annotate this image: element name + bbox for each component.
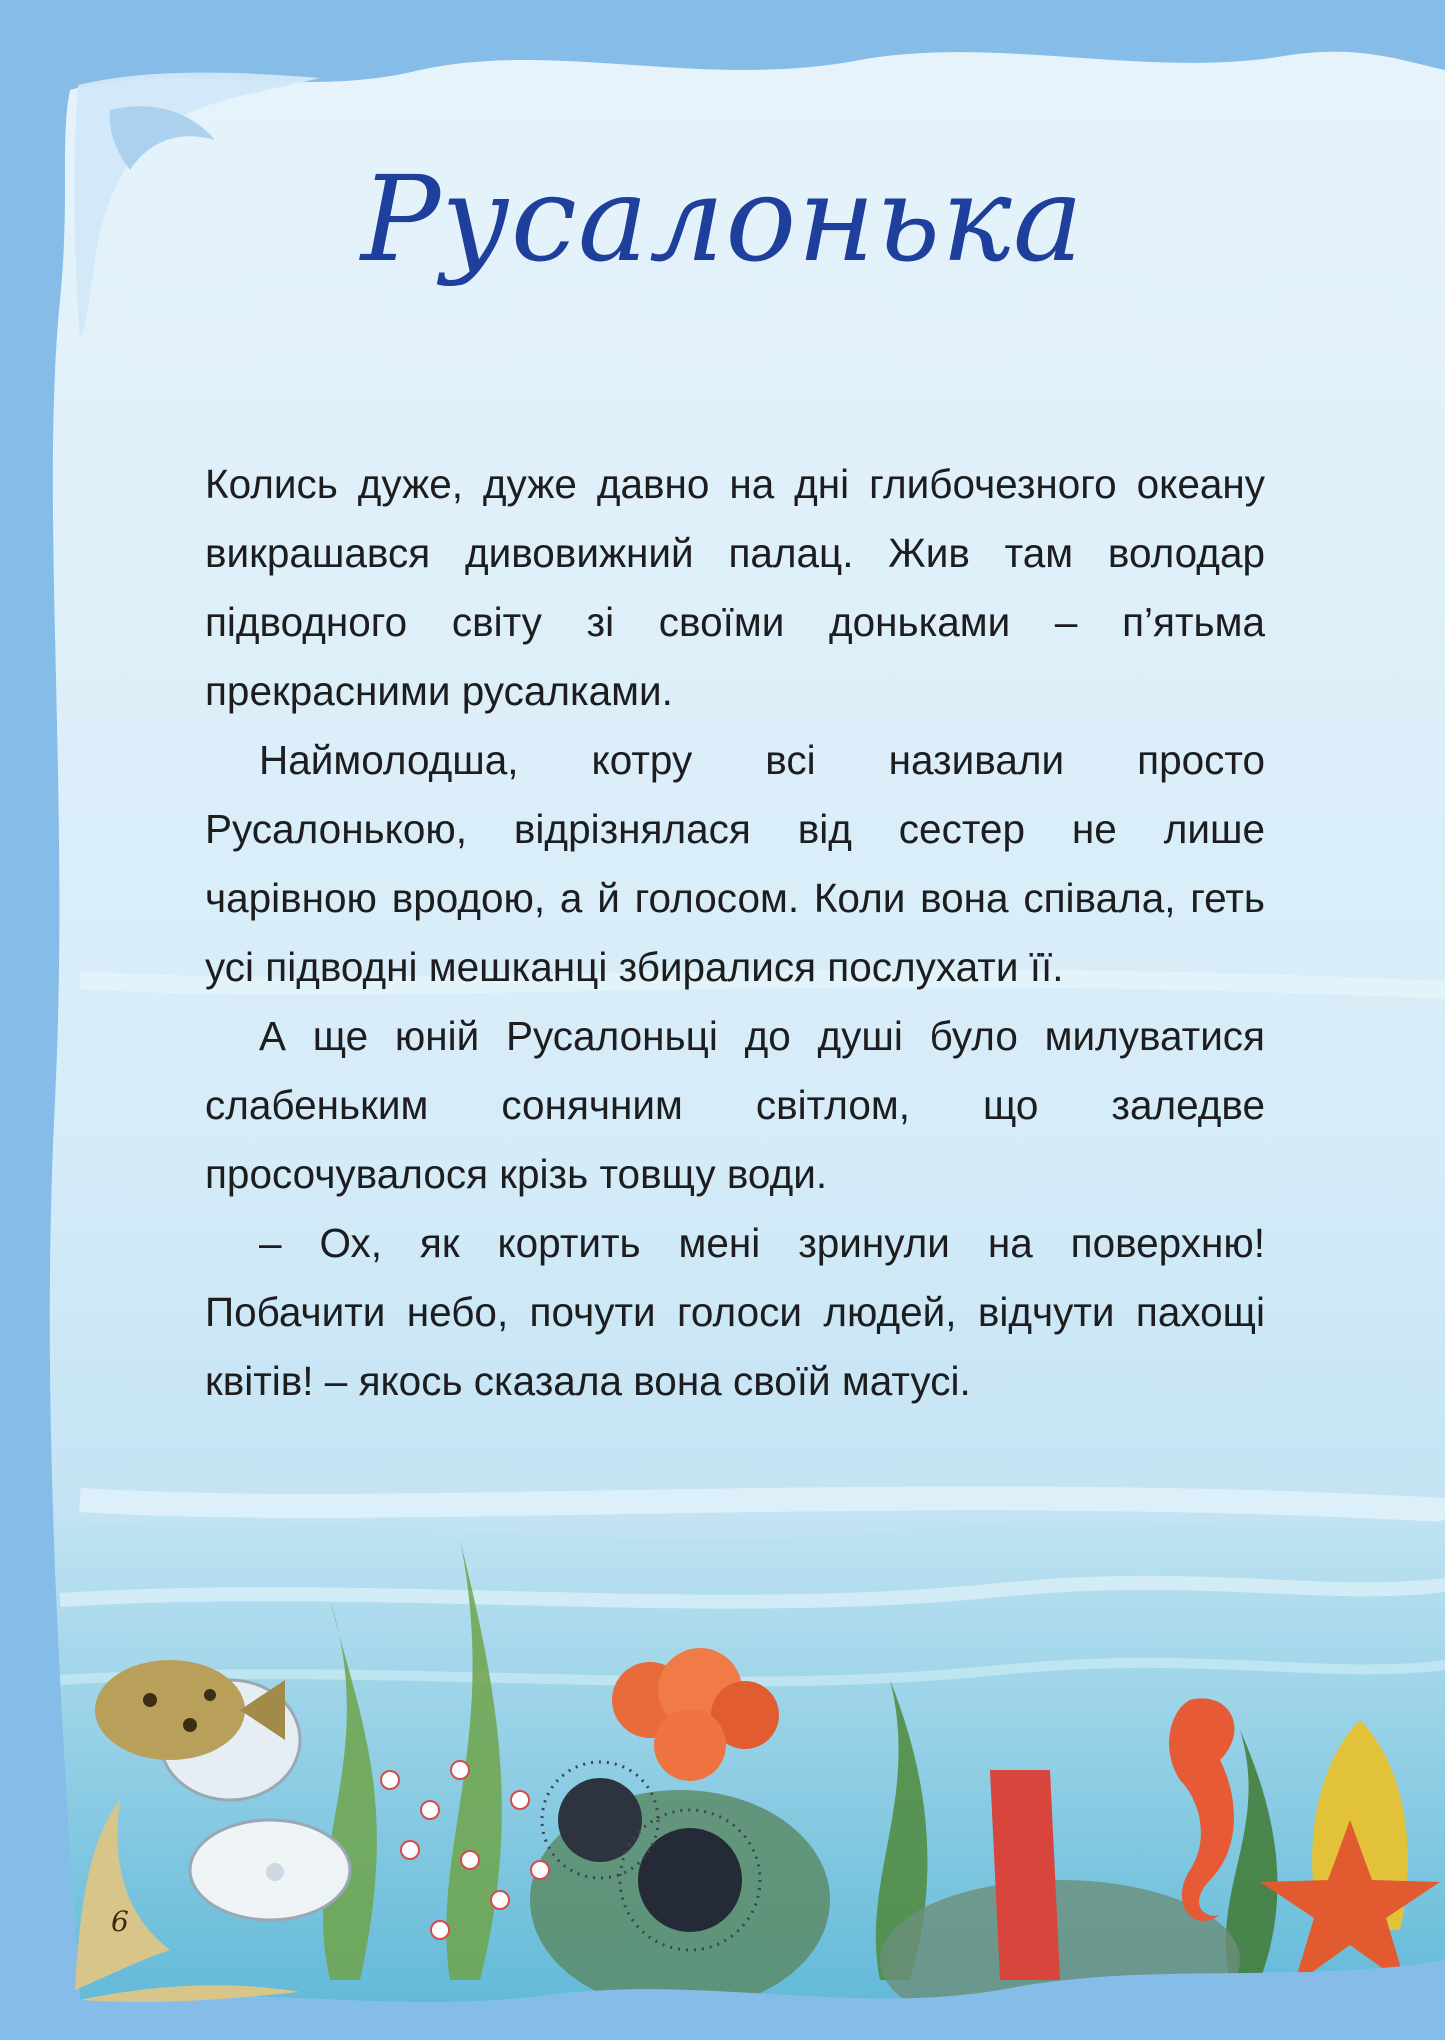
story-paragraph: – Ох, як кортить мені зринули на поверхню! Побачити небо, почути голоси людей, відчути пахощі квітів! – якось сказала вона своїй матусі. [205,1220,1265,1404]
story-paragraph: А ще юній Русалоньці до душі було милуватися слабеньким сонячним світлом, що заледве просочувалося крізь товщу води. [205,1013,1265,1197]
page-title: Русалонька [360,150,1085,288]
story-text [205,450,1265,1416]
story-paragraph: Наймолодша, котру всі називали просто Русалонькою, відрізнялася від сестер не лише чарівною вродою, а й голосом. Коли вона співала, геть усі підводні мешканці збиралися послухати її. [205,737,1265,990]
story-paragraph: Колись дуже, дуже давно на дні глибочезного океану викрашався дивовижний палац. Жив там володар підводного світу зі своїми доньками – п’ятьма прекрасними русалками. [205,461,1265,714]
page-number: 6 [111,1905,129,1938]
